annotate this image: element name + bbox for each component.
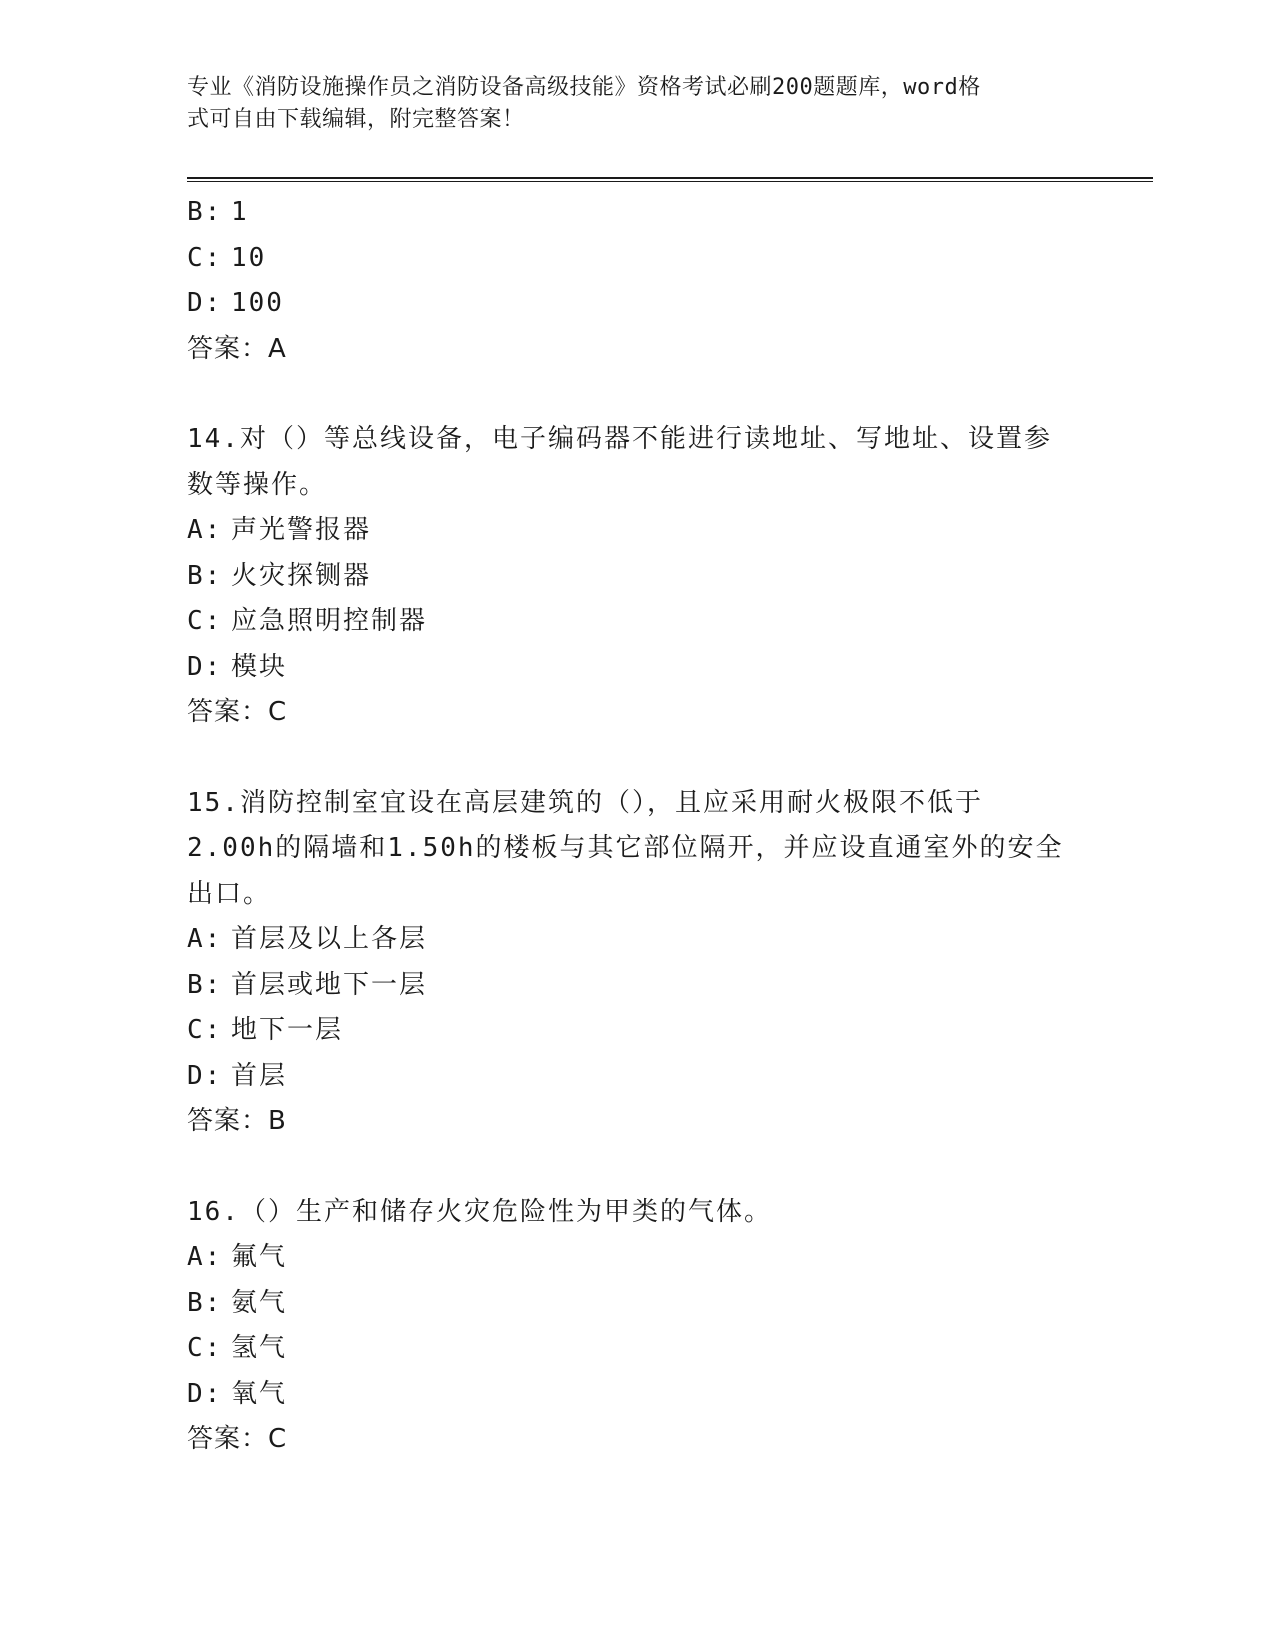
option-letter: C: (187, 1333, 223, 1363)
header-line-1: 专业《消防设施操作员之消防设备高级技能》资格考试必刷200题题库，word格 (187, 75, 981, 100)
option-letter: C: (187, 242, 223, 273)
option-letter: A: (187, 515, 223, 545)
option-text: 首层 (231, 1060, 288, 1091)
option-row (187, 645, 1087, 691)
option-letter: C: (187, 606, 223, 636)
option-text: 首层及以上各层 (231, 924, 428, 954)
question-line: 14.对（）等总线设备，电子编码器不能进行读地址、写地址、设置参 (187, 424, 1052, 454)
option-text: 地下一层 (231, 1015, 344, 1045)
option-text: 声光警报器 (231, 515, 372, 545)
option-letter: D: (187, 288, 223, 318)
option-letter: D: (187, 651, 223, 682)
option-letter: A: (187, 1242, 223, 1272)
answer-line: 答案：A (187, 333, 287, 364)
option-text: 氧气 (231, 1378, 288, 1409)
document-header (187, 72, 1067, 136)
answer-line: 答案：C (187, 1424, 288, 1454)
option-letter: B: (187, 197, 223, 227)
document-body (187, 190, 1087, 1463)
option-text: 氢气 (231, 1333, 288, 1363)
question-line: 出口。 (187, 878, 272, 909)
question-16 (187, 1190, 1087, 1463)
option-row (187, 1008, 1087, 1054)
option-row (187, 554, 1087, 600)
option-row (187, 508, 1087, 554)
option-row (187, 281, 1087, 327)
option-row (187, 917, 1087, 963)
option-text: 首层或地下一层 (231, 969, 428, 1000)
option-row (187, 599, 1087, 645)
option-row (187, 1054, 1087, 1100)
option-row (187, 190, 1087, 236)
option-row (187, 1281, 1087, 1327)
option-text: 氨气 (231, 1287, 288, 1318)
partial-question (187, 190, 1087, 372)
option-row (187, 1326, 1087, 1372)
option-letter: C: (187, 1015, 223, 1045)
option-text: 氟气 (231, 1242, 288, 1272)
option-letter: B: (187, 969, 223, 1000)
answer-line: 答案：B (187, 1106, 287, 1136)
option-text: 100 (231, 288, 284, 318)
question-14 (187, 417, 1087, 736)
option-letter: B: (187, 560, 223, 591)
question-line: 15.消防控制室宜设在高层建筑的（），且应采用耐火极限不低于 (187, 787, 983, 818)
header-divider (187, 177, 1153, 182)
question-line: 数等操作。 (187, 469, 328, 500)
option-row (187, 236, 1087, 282)
question-text (187, 781, 1077, 918)
option-text: 10 (231, 242, 267, 273)
header-line-2: 式可自由下载编辑，附完整答案！ (187, 107, 525, 132)
answer-line: 答案：C (187, 697, 288, 727)
question-text (187, 417, 1077, 508)
option-letter: D: (187, 1378, 223, 1409)
question-line: 16.（）生产和储存火灾危险性为甲类的气体。 (187, 1196, 772, 1227)
question-15 (187, 781, 1087, 1145)
option-row (187, 1372, 1087, 1418)
option-text: 1 (231, 197, 249, 227)
option-text: 模块 (231, 651, 288, 682)
option-letter: A: (187, 924, 223, 954)
question-line: 2.00h的隔墙和1.50h的楼板与其它部位隔开，并应设直通室外的安全 (187, 833, 1064, 863)
option-row (187, 963, 1087, 1009)
option-row (187, 1235, 1087, 1281)
option-text: 火灾探铡器 (231, 560, 372, 591)
option-letter: B: (187, 1287, 223, 1318)
option-text: 应急照明控制器 (231, 606, 428, 636)
question-text (187, 1190, 1077, 1236)
option-letter: D: (187, 1060, 223, 1091)
